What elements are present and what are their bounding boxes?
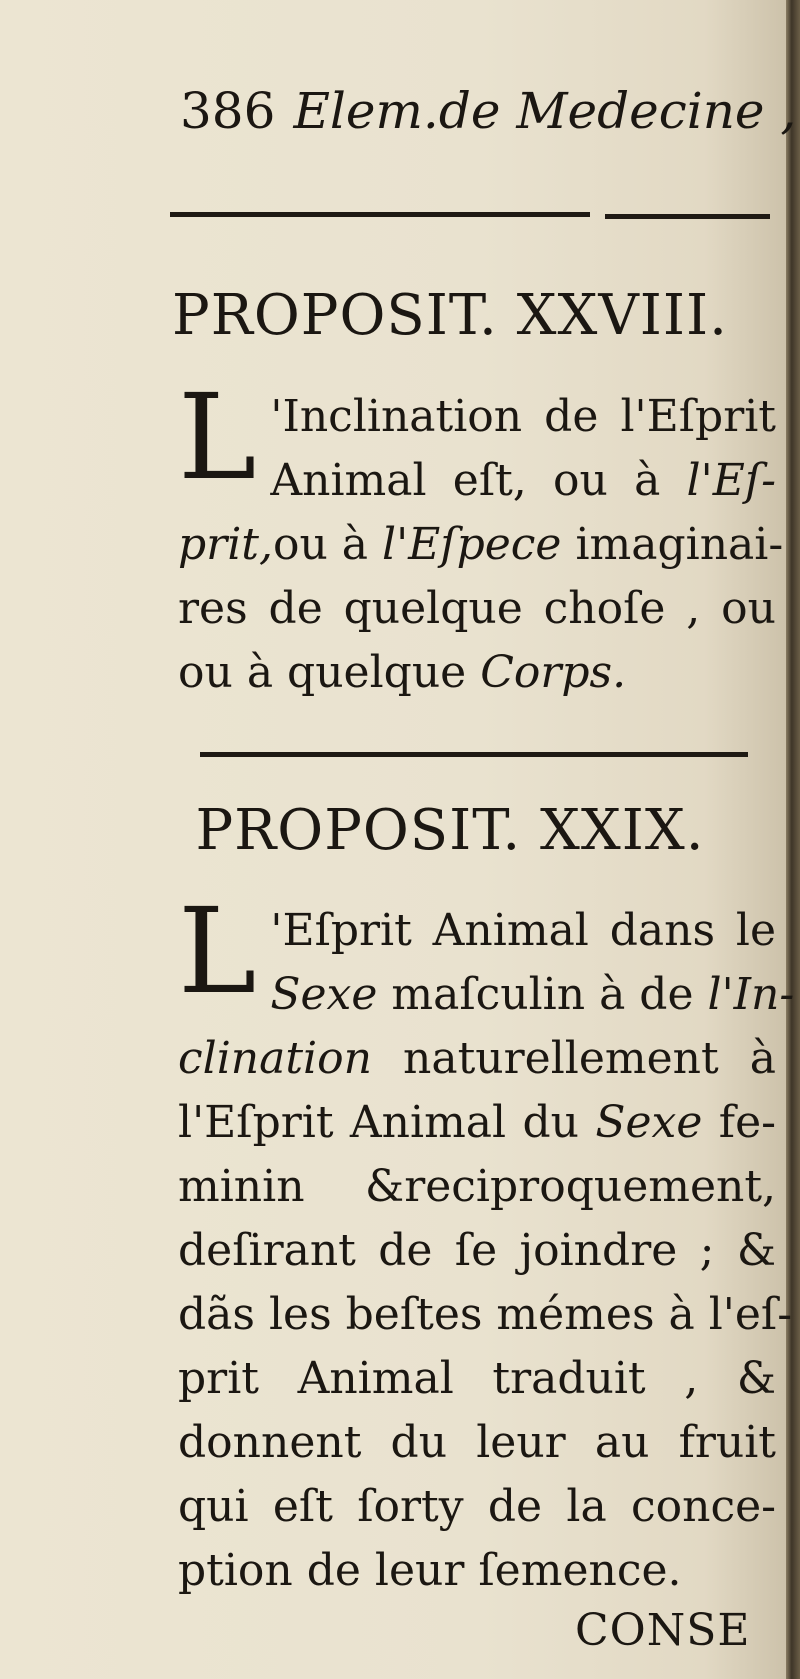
- italic-text: l'Eſpece: [382, 519, 562, 570]
- text-run: l'Eſprit Animal du: [178, 1097, 596, 1148]
- text-line: [178, 1539, 776, 1603]
- text-run: qui eſt ſorty de la conce-: [178, 1481, 776, 1532]
- text-line: [178, 1027, 776, 1091]
- text-line: [178, 1347, 776, 1411]
- text-run: res de quelque choſe , ou: [178, 583, 776, 634]
- running-header: [180, 82, 797, 140]
- text-run: ou à: [272, 519, 382, 570]
- italic-text: Sexe: [270, 969, 378, 1020]
- text-run: minin &reciproquement,: [178, 1161, 776, 1212]
- text-line: [178, 513, 784, 577]
- text-line: [178, 1091, 776, 1155]
- italic-text: Corps.: [480, 647, 627, 698]
- text-run: 'Inclination de l'Eſprit: [270, 391, 776, 442]
- text-run: 'Eſprit Animal dans le: [270, 905, 776, 956]
- italic-text: clination: [178, 1033, 372, 1084]
- catchword: CONSE: [575, 1605, 751, 1656]
- text-line: [178, 1283, 793, 1347]
- text-line: [178, 1475, 776, 1539]
- text-line: [178, 641, 776, 705]
- text-run: donnent du leur au fruit: [178, 1417, 776, 1468]
- text-line: [178, 963, 795, 1027]
- text-line: [178, 1155, 776, 1219]
- text-line: [178, 385, 776, 449]
- section-rule: [170, 212, 590, 217]
- text-run: naturellement à: [371, 1033, 776, 1084]
- page-number: 386: [180, 82, 276, 140]
- text-line: [178, 1219, 776, 1283]
- text-line: [178, 1411, 776, 1475]
- section-rule: [605, 214, 770, 219]
- text-run: imaginai-: [561, 519, 784, 570]
- text-run: fe-: [702, 1097, 776, 1148]
- section-rule: [200, 752, 748, 757]
- italic-text: l'In-: [707, 969, 795, 1020]
- text-run: maſculin à de: [377, 969, 708, 1020]
- text-run: prit Animal traduit , &: [178, 1353, 776, 1404]
- proposition-heading: PROPOSIT. XXIX.: [195, 798, 705, 863]
- text-run: dãs les beſtes mémes à l'eſ-: [178, 1289, 793, 1340]
- proposition-text: [178, 882, 795, 1603]
- italic-text: prit,: [178, 519, 273, 570]
- drop-cap: L: [178, 368, 257, 506]
- italic-text: Sexe: [595, 1097, 703, 1148]
- text-line: [178, 899, 776, 963]
- text-line: [178, 577, 776, 641]
- text-run: ou à quelque: [178, 647, 481, 698]
- text-line: [178, 449, 776, 513]
- text-run: deſirant de ſe joindre ; &: [178, 1225, 776, 1276]
- page-edge: [786, 0, 800, 1679]
- proposition-text: [178, 368, 784, 705]
- proposition-heading: PROPOSIT. XXVIII.: [172, 283, 728, 348]
- text-run: ption de leur ſemence.: [178, 1545, 682, 1596]
- text-run: Animal eſt, ou à: [270, 455, 687, 506]
- running-title: Elem.de Medecine ,: [293, 82, 797, 140]
- italic-text: l'Eſ-: [686, 455, 776, 506]
- drop-cap: L: [178, 882, 257, 1020]
